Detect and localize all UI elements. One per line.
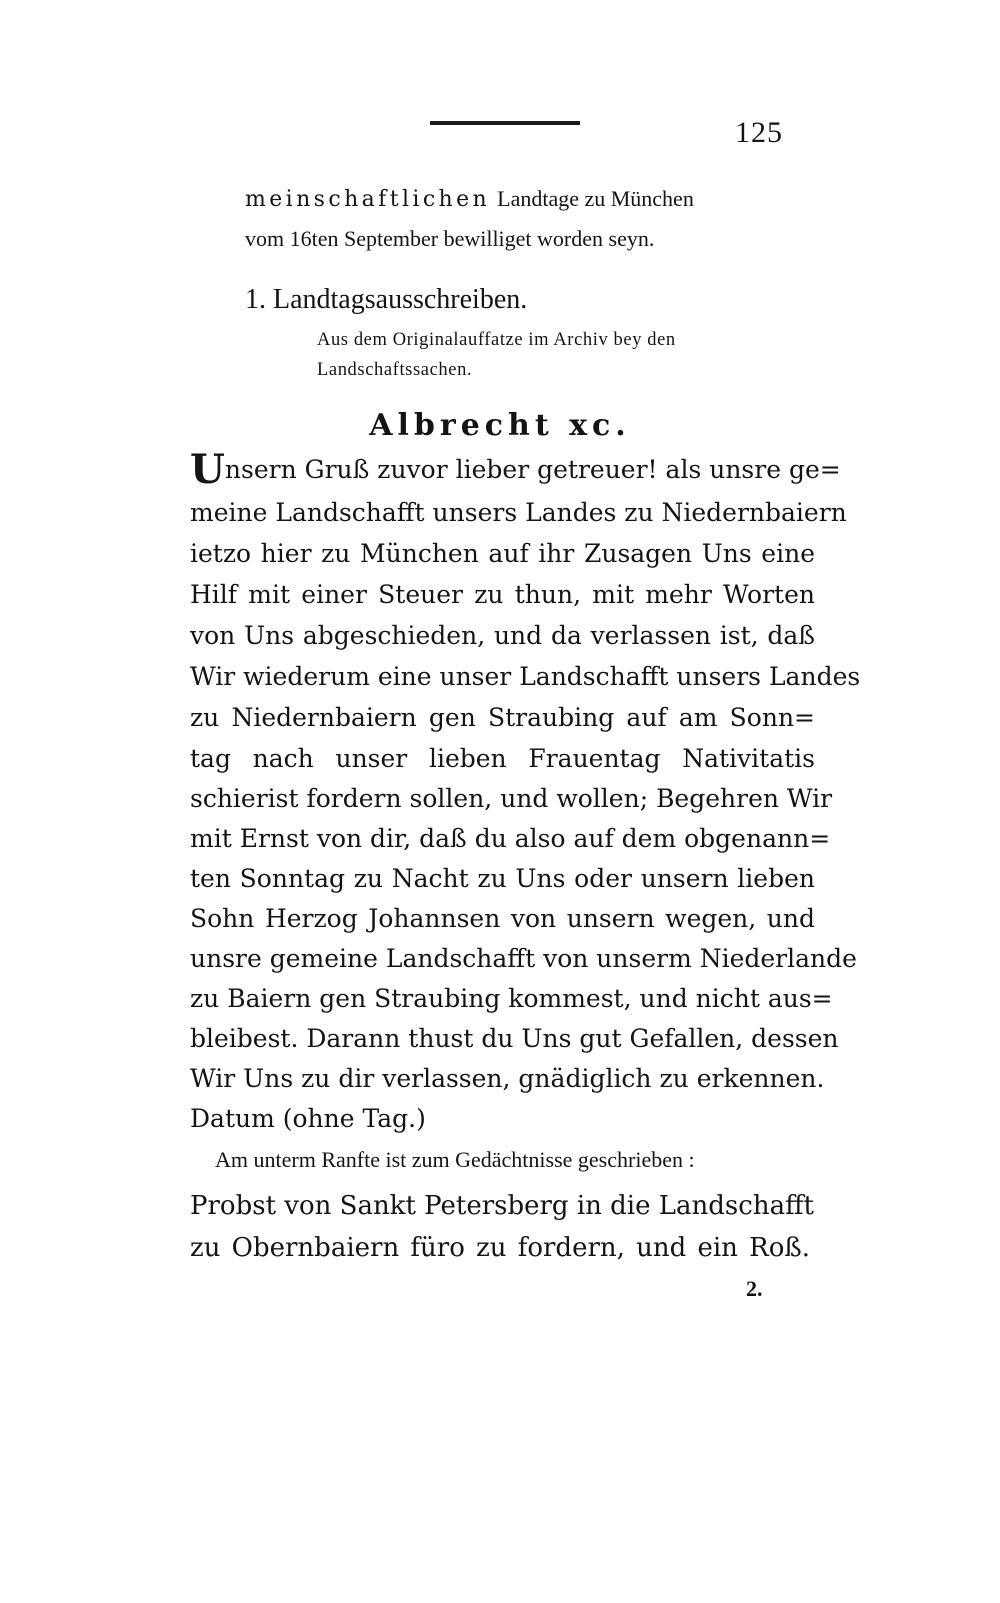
letter-line: ietzo hier zu München auf ihr Zusagen Uns eine <box>190 539 815 568</box>
catchword: 2. <box>746 1276 763 1301</box>
letter-line: bleibest. Darann thust du Uns gut Gefallen, dessen <box>190 1024 839 1053</box>
source-note-line-2: Landschaftssachen. <box>317 360 473 380</box>
letter-line: Wir Uns zu dir verlassen, gnädiglich zu erkennen. <box>190 1064 825 1093</box>
section-heading: 1. Landtagsausschreiben. <box>245 284 528 315</box>
letter-line: Hilf mit einer Steuer zu thun, mit mehr Worten <box>190 580 815 609</box>
letter-line: von Uns abgeschieden, und da verlassen ist, daß <box>190 621 815 650</box>
continuation-line-2: vom 16ten September bewilliget worden seyn. <box>245 226 655 251</box>
letter-line-text: nsern Gruß zuvor lieber getreuer! als unsre ge= <box>224 455 841 484</box>
letter-line: Sohn Herzog Johannsen von unsern wegen, und <box>190 904 815 933</box>
letter-title: Albrecht xc. <box>369 408 631 443</box>
letter-line: mit Ernst von dir, daß du also auf dem obgenann= <box>190 824 831 853</box>
endorsement-line-1: Probst von Sankt Petersberg in die Landschafft <box>190 1191 814 1221</box>
margin-note: Am unterm Ranfte ist zum Gedächtnisse geschrieben : <box>215 1147 695 1172</box>
endorsement-line-2: zu Obernbaiern füro zu fordern, und ein Roß. <box>190 1233 810 1263</box>
letter-line: meine Landschafft unsers Landes zu Niedernbaiern <box>190 498 847 527</box>
letter-line: schierist fordern sollen, und wollen; Begehren Wir <box>190 784 833 813</box>
letter-line <box>190 446 841 493</box>
source-note-line-1: Aus dem Originalauffatze im Archiv bey den <box>317 330 676 350</box>
letter-line: ten Sonntag zu Nacht zu Uns oder unsern lieben <box>190 864 815 893</box>
letter-line: tag nach unser lieben Frauentag Nativitatis <box>190 744 815 773</box>
continuation-line-1-rest: Landtage zu München <box>497 186 694 211</box>
header-rule <box>430 121 580 125</box>
letter-line: Wir wiederum eine unser Landschafft unsers Landes <box>190 662 861 691</box>
letter-line: zu Baiern gen Straubing kommest, und nicht aus= <box>190 984 833 1013</box>
letter-line: unsre gemeine Landschafft von unserm Niederlande <box>190 944 857 973</box>
continuation-spaced-word: meinschaftlichen <box>245 187 491 212</box>
continuation-line-1 <box>245 186 815 212</box>
page-number: 125 <box>735 116 783 149</box>
drop-initial: U <box>190 446 225 493</box>
letter-dateline: Datum (ohne Tag.) <box>190 1104 426 1133</box>
letter-line: zu Niedernbaiern gen Straubing auf am Sonn= <box>190 703 815 732</box>
